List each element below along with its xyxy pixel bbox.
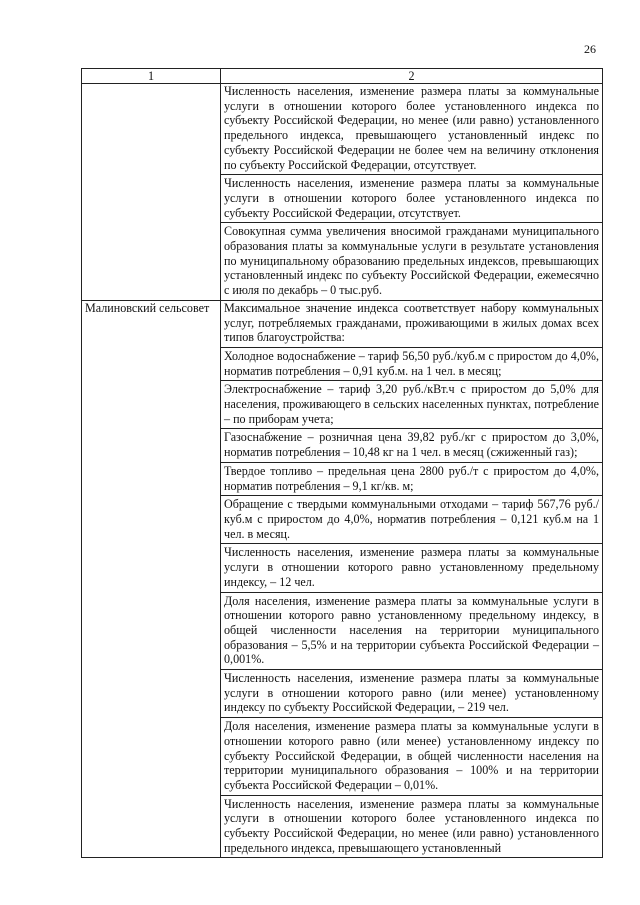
table-row <box>82 300 603 858</box>
indicator-paragraph: Численность населения, изменение размера платы за коммунальные услуги в отношении которого равно (или менее) установленному индексу по субъекту Российской Федерации, – 219 чел. <box>221 669 602 717</box>
indicator-paragraph: Доля населения, изменение размера платы за коммунальные услуги в отношении которого равно установленному предельному индексу, в общей численности населения на территории муниципального образования – 5,5% и на территории субъекта Российской Федерации – 0,001%. <box>221 592 602 670</box>
municipality-name-cell <box>82 84 221 301</box>
indicator-paragraph: Доля населения, изменение размера платы за коммунальные услуги в отношении которого равно (или менее) установленному индексу по субъекту Российской Федерации, в общей численности населения на территории муниципального образования – 100% и на территории субъекта Российской Федерации – 0,01%. <box>221 717 602 795</box>
table-header-row <box>82 69 603 84</box>
indicator-paragraph: Численность населения, изменение размера платы за коммунальные услуги в отношении которого более установленного индекса по субъекту Российской Федерации, но менее (или равно) установленного предельного индекса, превышающего установленный индекс по субъекту Российской Федерации не более чем на величину отклонения по субъекту Российской Федерации, отсутствует. <box>224 84 599 172</box>
indicators-cell <box>221 84 603 301</box>
table-row <box>82 84 603 301</box>
indicator-paragraph: Обращение с твердыми коммунальными отходами – тариф 567,76 руб./куб.м с приростом до 4,0%, норматив потребления – 0,121 куб.м на 1 чел. в месяц. <box>221 495 602 543</box>
indicator-paragraph: Газоснабжение – розничная цена 39,82 руб./кг с приростом до 3,0%, норматив потребления – 10,48 кг на 1 чел. в месяц (сжиженный газ); <box>221 428 602 461</box>
page-number: 26 <box>584 42 596 56</box>
indicator-paragraph: Твердое топливо – предельная цена 2800 руб./т с приростом до 4,0%, норматив потребления – 9,1 кг/кв. м; <box>221 462 602 495</box>
municipality-name-cell: Малиновский сельсовет <box>82 300 221 858</box>
indicator-paragraph: Численность населения, изменение размера платы за коммунальные услуги в отношении которого более установленного индекса по субъекту Российской Федерации, но менее (или равно) установленного предельного индекса, превышающего установленный <box>221 795 602 858</box>
indicator-paragraph: Численность населения, изменение размера платы за коммунальные услуги в отношении которого более установленного индекса по субъекту Российской Федерации, отсутствует. <box>221 174 602 222</box>
indicator-paragraph: Максимальное значение индекса соответствует набору коммунальных услуг, потребляемых гражданами, проживающими в жилых домах всех типов благоустройства: <box>224 300 599 345</box>
indicator-paragraph: Электроснабжение – тариф 3,20 руб./кВт.ч с приростом до 5,0% для населения, проживающего в сельских населенных пунктах, потребление – по приборам учета; <box>221 380 602 428</box>
indicator-paragraph: Холодное водоснабжение – тариф 56,50 руб./куб.м с приростом до 4,0%, норматив потребления – 0,91 куб.м. на 1 чел. в месяц; <box>221 347 602 380</box>
indicators-cell <box>221 300 603 858</box>
municipality-index-table <box>81 68 603 858</box>
indicator-paragraph: Численность населения, изменение размера платы за коммунальные услуги в отношении которого равно установленному предельному индексу, – 12 чел. <box>221 543 602 591</box>
column-header-2: 2 <box>221 69 603 84</box>
indicator-paragraph: Совокупная сумма увеличения вносимой гражданами муниципального образования платы за коммунальные услуги в результате установления по муниципальному образованию предельных индексов, превышающих установленный индекс по субъекту Российской Федерации, ежемесячно с июля по декабрь – 0 тыс.руб. <box>221 222 602 300</box>
column-header-1: 1 <box>82 69 221 84</box>
